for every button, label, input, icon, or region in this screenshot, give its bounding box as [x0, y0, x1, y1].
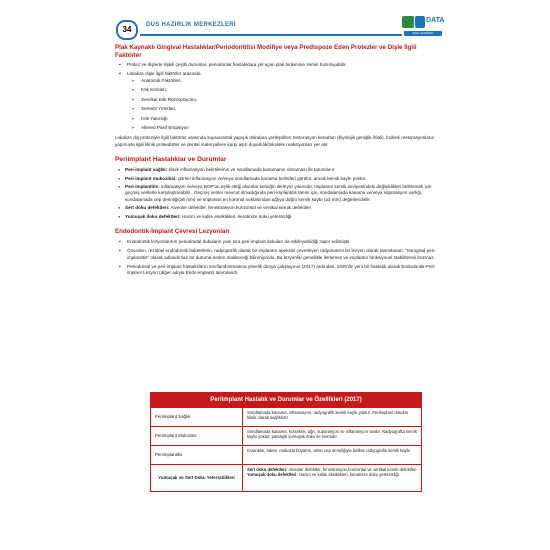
table-row — [151, 464, 421, 491]
page-content — [115, 42, 440, 277]
table-row-desc: Kızarıklık, ödem, mukozal büyüme, artan cep derinliğiyle birlikte radyografik kemik kaybı — [247, 448, 411, 453]
list-item: ➢ Anatomik Faktörleri, — [115, 78, 440, 84]
header-title: DUS HAZIRLIK MERKEZLERİ — [146, 22, 236, 28]
publisher-logo — [402, 16, 444, 40]
list-item: ➢ Kök Kırıkları, — [115, 87, 440, 93]
paragraph: Lokalize diş proteziyle ilgili faktörler arasında supracrestal yapışık dokulara yerleştirilen restorasyon kenarları (biyolojik genişlik ihlali), İndirek restorasyonların yapımıyla ilgili klinik prosedürler ve dental materyallere karşı aşırı duyarlılık/toksisite reaksiyonları yer alır. — [115, 135, 435, 147]
table-row-desc: Sert doku defektleri: Alveoler defektler, fenestrasyon,horizontal ve vertikal kemik defektleri Yumuşak doku defektleri: Hacim ve kalite eksiklikleri, keratinize doku yetersizliği — [247, 467, 417, 478]
table-row-label: Periimplant Sağlık — [151, 408, 243, 426]
list-item: ➢ Sement Yırtıkları, — [115, 106, 440, 112]
list-item: ▪ Protez ve dişlerle ilişkili çeşitli durumlar, periodontal hastalıklara yol açan plak birikimine zemin hazırlayabilir. — [115, 62, 440, 68]
bullet-list — [115, 167, 440, 220]
list-item: ➢ Servikal Kök Rezorpsiyonu, — [115, 97, 440, 103]
list-item: ➢ Kök Yakınlığı — [115, 116, 440, 122]
table-row — [151, 426, 421, 445]
bullet-list — [115, 239, 440, 277]
table-row-label: Periimplantitis — [151, 446, 243, 464]
section-heading-plaque-factors: Plak Kaynaklı Gingival Hastalıklar/Periodontitisi Modifiye veya Predispoze Eden Protezler ve Dişle İlgili Faktörler — [115, 44, 417, 59]
bullet-list — [115, 62, 440, 77]
list-item: ▪ Periodontal ve peri-implant hastalıkların sınıflandırılmasına yönelik dünya çalıştayının (2017) ardından, 2020'de yeni bir hastalık olarak Endodontik-Peri-implant Lezyon (diğer adıyla Endo-implant) tanımlandı. — [115, 264, 440, 277]
sub-list — [115, 78, 440, 131]
table-row-label: Yumuşak ve Sert Doku Yetersizlikleri — [151, 465, 243, 491]
list-item: ● Peri-implant sağlık: klinik inflamasyon belirtilerinin ve sondlamada kanamanın olmaması ile tanımlanır — [115, 167, 440, 173]
page-number: 34 — [116, 20, 138, 40]
header-rule — [140, 34, 402, 36]
table-row — [151, 407, 421, 426]
table-row-desc: Sondlamada kanama, inflamasyon, radyografik kemik kaybı yoktur. Periimplant dokular klinik olarak sağlıklıdır — [247, 410, 409, 421]
list-item: ▪ Endodontik lezyonlarının periodontal dokuların yanı sıra peri-implant dokuları da etkileyebildiği rapor edilmiştir. — [115, 239, 440, 245]
logo-text: DATA — [426, 17, 445, 24]
list-item: ▪ Önceden, rezidüel endodontik bakterilerin, radyografik olarak bir implantın apeksini çevreleyen radyolusent bir lezyon olarak tanımlanan, "retrograd peri-implantitis" olarak adlandırılan bir duruma neden olabileceği bilinmiyordu. Bu lezyonlar genellikle ilerlemez ve implantın fonksiyonel stabilitesini bozmaz. — [115, 248, 440, 261]
table-row-desc: Sondlamada kanama, kızarıklık, ağrı, supurasyon ve inflamasyon vardır. Radyografta kemik kaybı yoktur, patolojik yumuşak doku ile sınırlıdır. — [247, 429, 417, 440]
periimplant-table — [150, 392, 422, 492]
table-row — [151, 445, 421, 464]
list-item: ➢ Altered Pasif Erüpsiyon — [115, 125, 440, 131]
list-item: ▪ Lokalize dişle ilgili faktörler arasında — [115, 71, 440, 77]
logo-mark-green — [402, 16, 414, 28]
logo-subtitle: DUS HAZIRLIK — [404, 31, 442, 36]
table-row-label: Periimplant Mukozitis — [151, 427, 243, 445]
list-item: ● Sert doku defektleri: Alveoler defektler, fenestrasyon,horizontal ve vertikal kemik defektleri — [115, 205, 440, 211]
section-heading-periimplant: Periimplant Hastalıklar ve Durumlar — [115, 156, 227, 164]
section-heading-endo-implant: Endodontik-İmplant Çevresi Lezyonları — [115, 228, 230, 236]
table-title: Periimplant Hastalık ve Durumlar ve Özellikleri (2017) — [151, 393, 421, 407]
logo-mark-blue — [415, 16, 425, 28]
list-item: ● Peri-implant mukozitisi: görsel inflamasyon ve/veya sondlamada kanama belirtileri görülür, ancak kemik kaybı yoktur. — [115, 176, 440, 182]
list-item: ● Peri-implantitis: inflamasyon ve/veya BOP'un eşlik ettiği alveolar kemiğin ilerleyici yıkımıdır. İmplantın kemik seviyesindeki değişiklikleri belirlemek için geçmiş verilerle karşılaştırılabilir . Geçmiş veriler mevcut olmadığında peri-implantitis tanısı için, sondalamada kanama ve/veya süpürasyon varlığı, sondalamada cep derinliği(≥6 mm) ve implantın en koronal noktasından ağlıya doğru kemik kaybı (≥3 mm) değerlendirilir. — [115, 184, 440, 203]
list-item: ● Yumuşak doku defektleri: Hacim ve kalite eksiklikleri, keratinize doku yetersizliği — [115, 214, 440, 220]
